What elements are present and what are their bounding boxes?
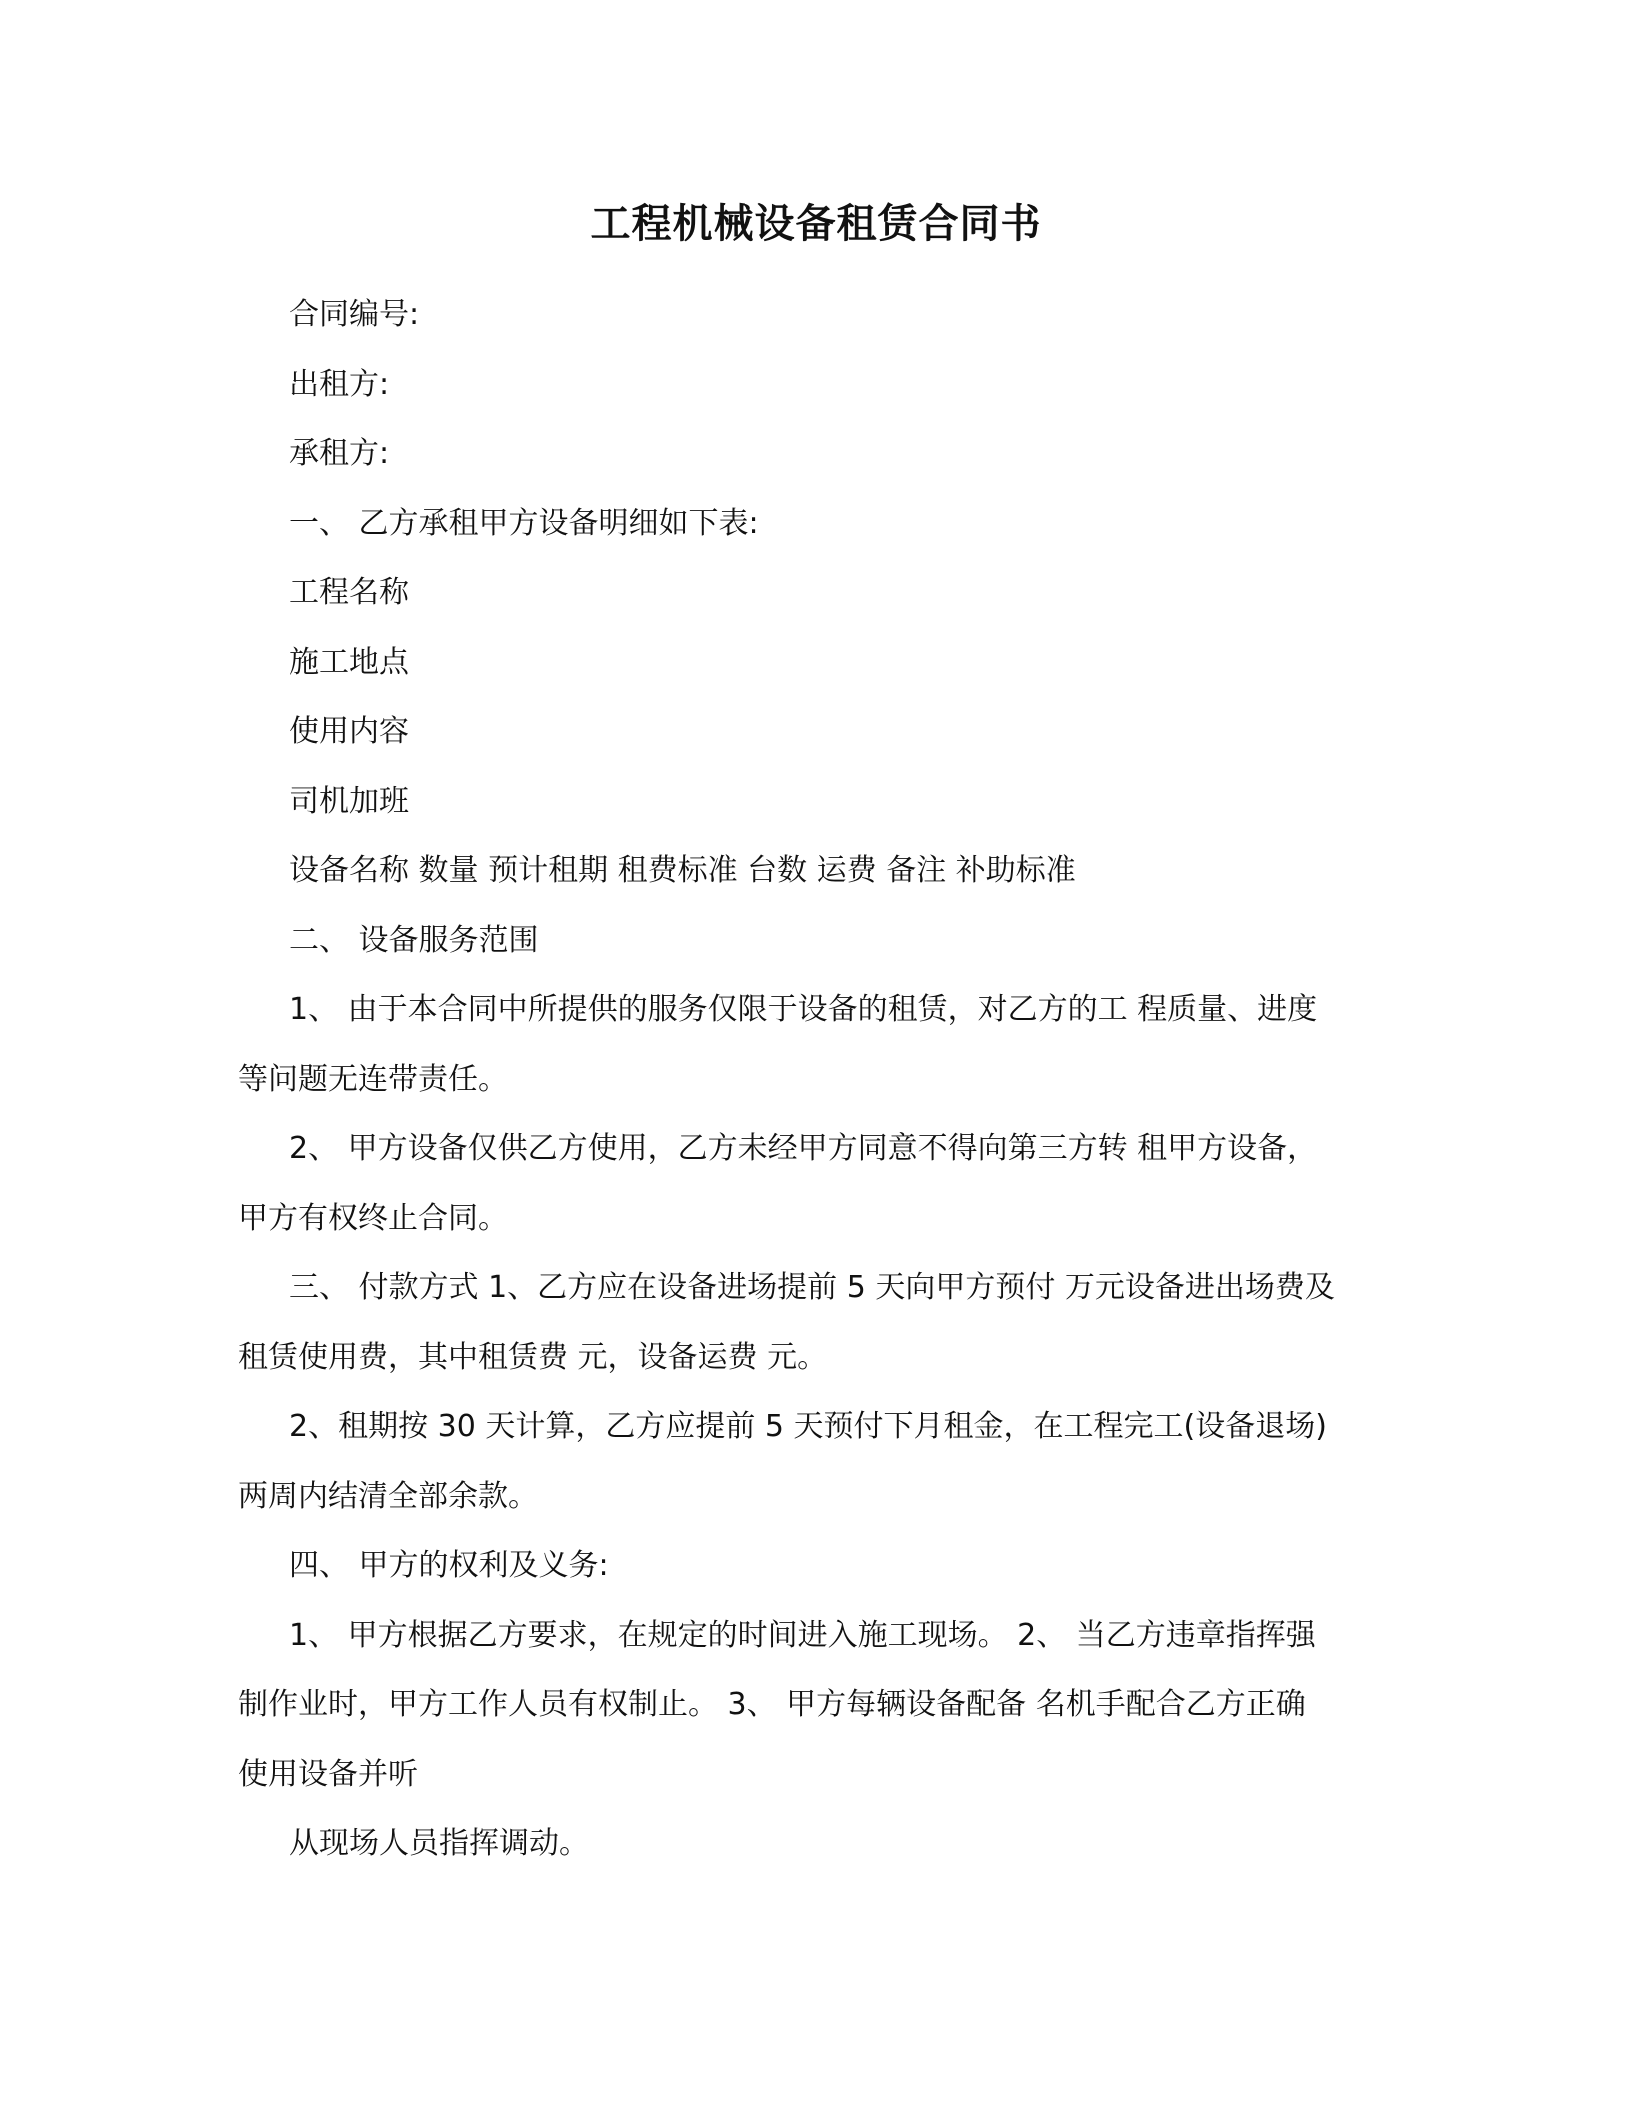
project-name-line: 工程名称: [289, 575, 409, 610]
section-4-paragraph-cont-2: 使用设备并听: [238, 1756, 418, 1792]
section-2-item-2-cont: 甲方有权终止合同。: [238, 1200, 508, 1236]
section-2-heading: 二、 设备服务范围: [289, 922, 539, 958]
section-2-item-1-cont: 等问题无连带责任。: [238, 1061, 508, 1097]
document-body: [238, 280, 1380, 1879]
section-4-paragraph: 1、 甲方根据乙方要求，在规定的时间进入施工现场。 2、 当乙方违章指挥强: [289, 1617, 1316, 1653]
equipment-table-header: 设备名称 数量 预计租期 租费标准 台数 运费 备注 补助标准: [289, 853, 1076, 888]
construction-site-line: 施工地点: [289, 644, 409, 680]
section-3-paragraph-2: 2、租期按 30 天计算，乙方应提前 5 天预付下月租金，在工程完工(设备退场): [289, 1409, 1327, 1444]
section-1-heading: 一、 乙方承租甲方设备明细如下表:: [289, 505, 759, 541]
section-4-last-line: 从现场人员指挥调动。: [289, 1826, 589, 1861]
usage-content-line: 使用内容: [289, 714, 409, 749]
contract-number-line: 合同编号:: [289, 297, 420, 332]
lessor-line: 出租方:: [289, 366, 390, 402]
section-4-paragraph-cont-1: 制作业时，甲方工作人员有权制止。 3、 甲方每辆设备配备 名机手配合乙方正确: [238, 1687, 1306, 1722]
document-title: 工程机械设备租赁合同书: [590, 201, 1042, 247]
section-4-heading: 四、 甲方的权利及义务:: [289, 1548, 609, 1583]
section-3-paragraph-1: 三、 付款方式 1、乙方应在设备进场提前 5 天向甲方预付 万元设备进出场费及: [289, 1270, 1335, 1305]
driver-overtime-line: 司机加班: [289, 783, 409, 819]
section-3-paragraph-2-cont: 两周内结清全部余款。: [238, 1478, 538, 1514]
lessee-line: 承租方:: [289, 436, 390, 471]
section-3-paragraph-1-cont: 租赁使用费，其中租赁费 元，设备运费 元。: [238, 1339, 828, 1375]
section-2-item-1: 1、 由于本合同中所提供的服务仅限于设备的租赁，对乙方的工 程质量、进度: [289, 992, 1318, 1027]
section-2-item-2: 2、 甲方设备仅供乙方使用，乙方未经甲方同意不得向第三方转 租甲方设备，: [289, 1131, 1318, 1166]
